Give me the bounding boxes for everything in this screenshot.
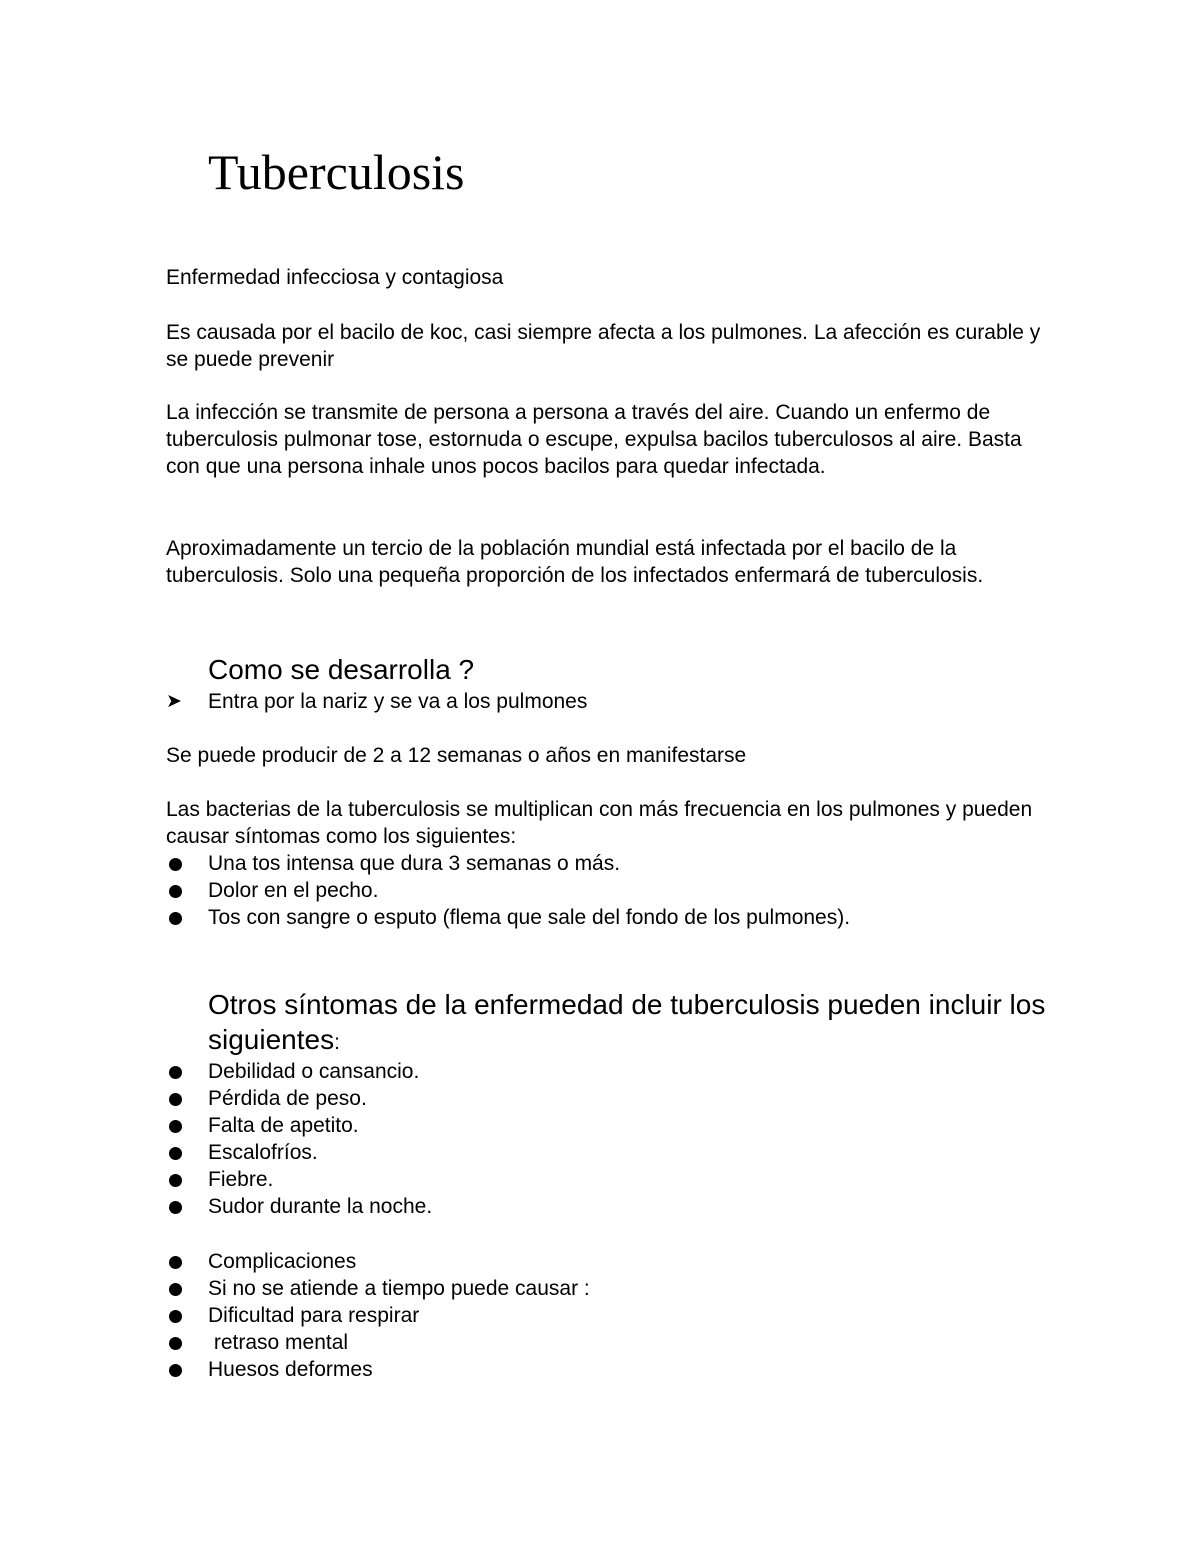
list-item: Una tos intensa que dura 3 semanas o más.: [166, 850, 1046, 877]
list-item: ➤ Entra por la nariz y se va a los pulmones: [166, 690, 588, 713]
bullet-icon: [169, 1093, 182, 1106]
bullet-icon: [169, 858, 182, 871]
list-item: Huesos deformes: [166, 1356, 1046, 1383]
arrow-bullet-icon: ➤: [166, 691, 182, 712]
complications-list: [166, 1248, 1046, 1383]
list-item: Si no se atiende a tiempo puede causar :: [166, 1275, 1046, 1302]
paragraph-cause: Es causada por el bacilo de koc, casi siempre afecta a los pulmones. La afección es curable y se puede prevenir: [166, 321, 1041, 371]
list-item: Pérdida de peso.: [166, 1085, 1046, 1112]
bullet-icon: [169, 1201, 182, 1214]
other-symptom-list: [166, 1058, 1046, 1220]
bullet-icon: [169, 1364, 182, 1377]
page-title: Tuberculosis: [208, 144, 465, 200]
list-item: Dolor en el pecho.: [166, 877, 1046, 904]
paragraph-bacteria: Las bacterias de la tuberculosis se multiplican con más frecuencia en los pulmones y pueden causar síntomas como los siguientes:: [166, 798, 1033, 848]
symptom-list: [166, 850, 1046, 931]
bullet-icon: [169, 885, 182, 898]
section-heading-other-symptoms: Otros síntomas de la enfermedad de tuberculosis pueden incluir los siguientes:: [208, 989, 1046, 1055]
list-item: Debilidad o cansancio.: [166, 1058, 1046, 1085]
paragraph-transmission: La infección se transmite de persona a persona a través del aire. Cuando un enfermo de tuberculosis pulmonar tose, estornuda o escupe, expulsa bacilos tuberculosos al aire. Basta con que una persona inhale unos pocos bacilos para quedar infectada.: [166, 401, 1022, 478]
bullet-icon: [169, 1066, 182, 1079]
bullet-icon: [169, 1337, 182, 1350]
list-item: Tos con sangre o esputo (flema que sale del fondo de los pulmones).: [166, 904, 1046, 931]
list-item: Dificultad para respirar: [166, 1302, 1046, 1329]
list-item: Escalofríos.: [166, 1139, 1046, 1166]
list-item: Sudor durante la noche.: [166, 1193, 1046, 1220]
section-heading-development: Como se desarrolla ?: [208, 654, 475, 685]
bullet-icon: [169, 1256, 182, 1269]
list-item: Fiebre.: [166, 1166, 1046, 1193]
bullet-icon: [169, 1120, 182, 1133]
list-item: retraso mental: [166, 1329, 1046, 1356]
bullet-icon: [169, 1174, 182, 1187]
arrow-list: [166, 688, 1046, 715]
list-item: Complicaciones: [166, 1248, 1046, 1275]
bullet-icon: [169, 1147, 182, 1160]
paragraph-intro: Enfermedad infecciosa y contagiosa: [166, 266, 504, 289]
bullet-icon: [169, 1310, 182, 1323]
list-item: Falta de apetito.: [166, 1112, 1046, 1139]
bullet-icon: [169, 1283, 182, 1296]
paragraph-prevalence: Aproximadamente un tercio de la población mundial está infectada por el bacilo de la tuberculosis. Solo una pequeña proporción de los infectados enfermará de tuberculosis.: [166, 537, 984, 587]
bullet-icon: [169, 912, 182, 925]
paragraph-incubation: Se puede producir de 2 a 12 semanas o años en manifestarse: [166, 744, 747, 767]
